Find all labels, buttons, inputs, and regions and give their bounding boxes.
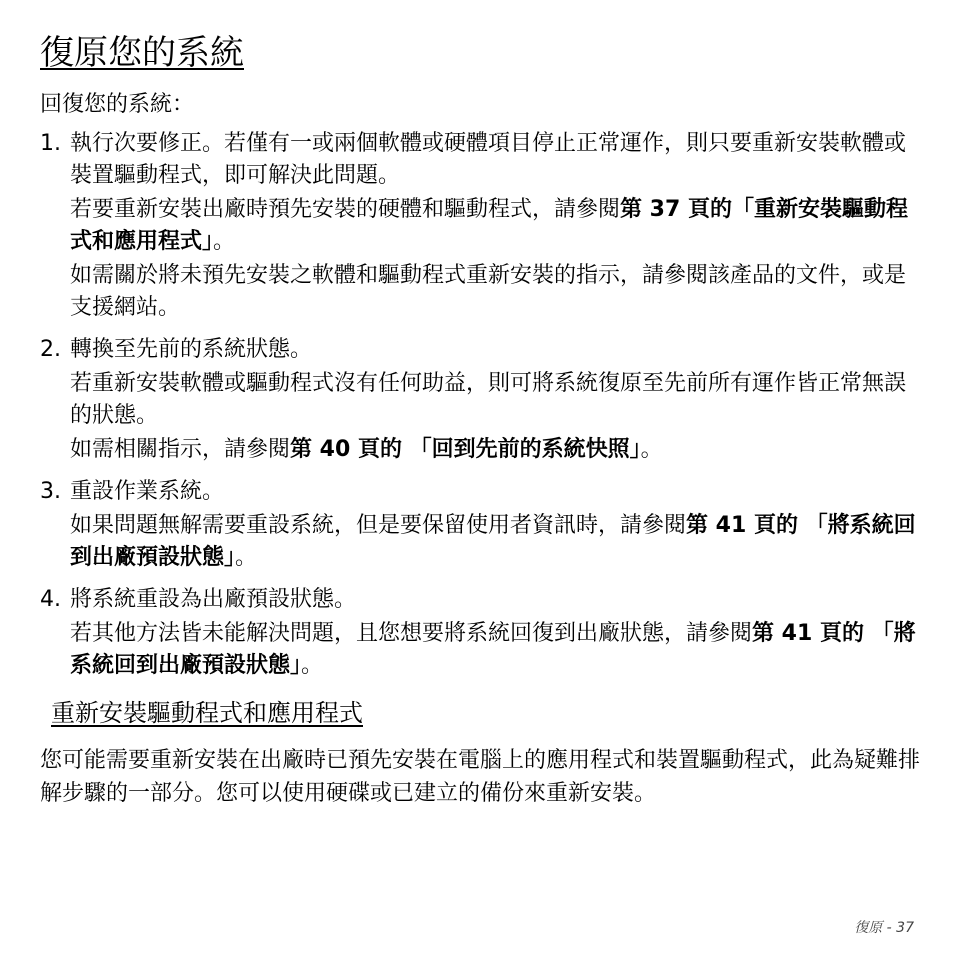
step-3	[40, 476, 920, 574]
step-text: 如果問題無解需要重設系統，但是要保留使用者資訊時，請參閱第 41 頁的 「將系統回到出廠預設狀態」。	[70, 513, 916, 570]
cross-reference: 第 37 頁的「重新安裝驅動程式和應用程式」	[70, 197, 908, 254]
section-body	[40, 744, 920, 810]
step-4	[40, 584, 920, 682]
step-text: 重設作業系統。	[70, 479, 225, 504]
footer-page-number: 37	[896, 920, 914, 936]
step-number: 2.	[40, 337, 61, 362]
step-text: 若要重新安裝出廠時預先安裝的硬體和驅動程式，請參閱第 37 頁的「重新安裝驅動程式和應用程式」。	[70, 197, 908, 254]
footer-separator: -	[882, 920, 897, 936]
step-1	[40, 128, 920, 324]
step-text: 若其他方法皆未能解決問題，且您想要將系統回復到出廠狀態，請參閱第 41 頁的 「將系統回到出廠預設狀態」。	[70, 621, 916, 678]
step-text: 若重新安裝軟體或驅動程式沒有任何助益，則可將系統復原至先前所有運作皆正常無誤的狀態。	[70, 371, 907, 428]
step-text: 如需相關指示，請參閱第 40 頁的 「回到先前的系統快照」。	[70, 437, 663, 462]
step-2	[40, 334, 920, 466]
cross-reference: 第 40 頁的 「回到先前的系統快照」	[290, 437, 641, 462]
step-number: 3.	[40, 479, 61, 504]
cross-reference: 第 41 頁的 「將系統回到出廠預設狀態」	[70, 621, 916, 678]
step-text: 如需關於將未預先安裝之軟體和驅動程式重新安裝的指示，請參閱該產品的文件，或是支援網站。	[70, 263, 907, 320]
section-paragraph: 您可能需要重新安裝在出廠時已預先安裝在電腦上的應用程式和裝置驅動程式，此為疑難排解步驟的一部分。您可以使用硬碟或已建立的備份來重新安裝。	[40, 748, 921, 806]
step-text: 執行次要修正。若僅有一或兩個軟體或硬體項目停止正常運作，則只要重新安裝軟體或裝置驅動程式，即可解決此問題。	[70, 131, 907, 188]
page-title: 復原您的系統	[40, 33, 244, 73]
intro-text: 回復您的系統：	[40, 92, 195, 117]
steps-list	[40, 128, 920, 692]
step-text: 轉換至先前的系統狀態。	[70, 337, 313, 362]
cross-reference: 第 41 頁的 「將系統回到出廠預設狀態」	[70, 513, 916, 570]
page-footer	[854, 917, 914, 937]
step-text: 將系統重設為出廠預設狀態。	[70, 587, 357, 612]
step-number: 4.	[40, 587, 61, 612]
step-number: 1.	[40, 131, 61, 156]
section-heading: 重新安裝驅動程式和應用程式	[51, 699, 363, 727]
footer-section-name: 復原	[854, 920, 883, 936]
